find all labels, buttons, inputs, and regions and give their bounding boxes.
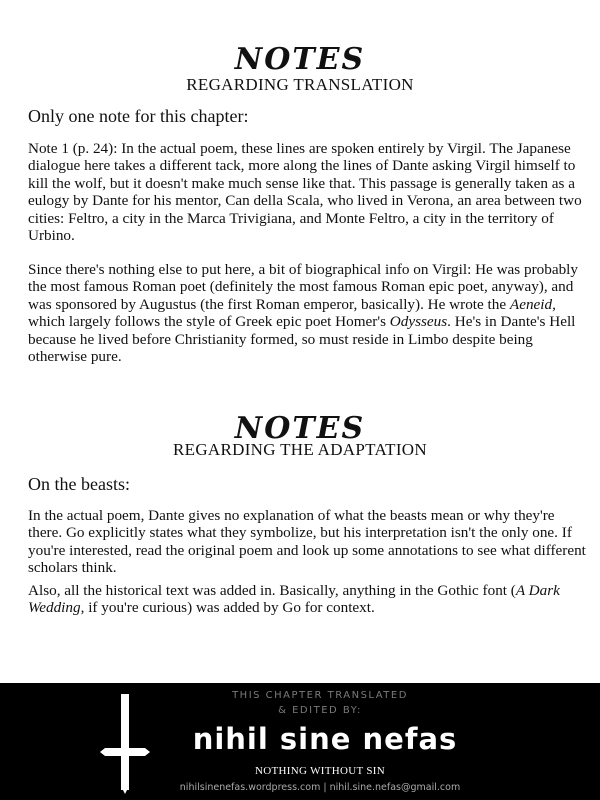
bio-text-3: . He's in Dante's Hell because he lived before Christianity formed, so must reside in Limbo despite being otherwise pure. — [28, 313, 576, 366]
para2-text-1: Also, all the historical text was added in. Basically, anything in the Gothic font ( — [28, 582, 516, 599]
beasts-paragraph: In the actual poem, Dante gives no explanation of what the beasts mean or why they're there. Go explicitly states what they symbolize, but his interpretation isn't the only one. If you're interested, read the original poem and look up some annotations to see what different scholars think. — [28, 507, 586, 577]
adaptation-intro: On the beasts: — [28, 474, 130, 494]
notes-heading-translation: NOTES — [234, 42, 366, 77]
notes-heading-adaptation: NOTES — [234, 411, 366, 446]
odysseus-title: Odysseus — [389, 313, 448, 331]
note-1-paragraph: Note 1 (p. 24): In the actual poem, these lines are spoken entirely by Virgil. The Japanese dialogue here takes a different tack, more along the lines of Dante asking Virgil himself to kill the wolf, but it doesn't make much sense like that. This passage is generally taken as a eulogy by Dante for his mentor, Can della Scala, who lived in Verona, an area between two cities: Feltro, a city in the Marca Trivigiana, and Monte Feltro, a city in the territory of Urbino. — [28, 140, 582, 245]
virgil-bio-paragraph — [28, 261, 590, 365]
translation-intro: Only one note for this chapter: — [28, 106, 249, 126]
para2-text-2: , if you're curious) was added by Go for context. — [80, 599, 375, 617]
font-name: A Dark Wedding — [28, 582, 560, 617]
contact-info: nihilsinenefas.wordpress.com | nihil.sine.nefas@gmail.com — [179, 782, 461, 793]
inverted-cross-icon — [100, 694, 150, 794]
group-name: nihil sine nefas — [192, 722, 458, 756]
subheading-translation: REGARDING TRANSLATION — [186, 75, 414, 94]
aeneid-title: Aeneid — [509, 295, 553, 313]
bio-text-2: , which largely follows the style of Greek epic poet Homer's — [28, 295, 556, 331]
motto: NOTHING WITHOUT SIN — [255, 765, 385, 777]
subheading-adaptation: REGARDING THE ADAPTATION — [173, 440, 427, 459]
bio-text-1: Since there's nothing else to put here, a bit of biographical info on Virgil: He was probably the most famous Roman poet (definitely the most famous Roman epic poet, anyway), and was sponsored by Augustus (the first Roman emperor, basically). He wrote the — [28, 261, 578, 313]
historical-text-paragraph — [28, 582, 590, 617]
credit-line-2: & EDITED BY: — [278, 705, 362, 716]
credit-line-1: THIS CHAPTER TRANSLATED — [232, 690, 408, 701]
